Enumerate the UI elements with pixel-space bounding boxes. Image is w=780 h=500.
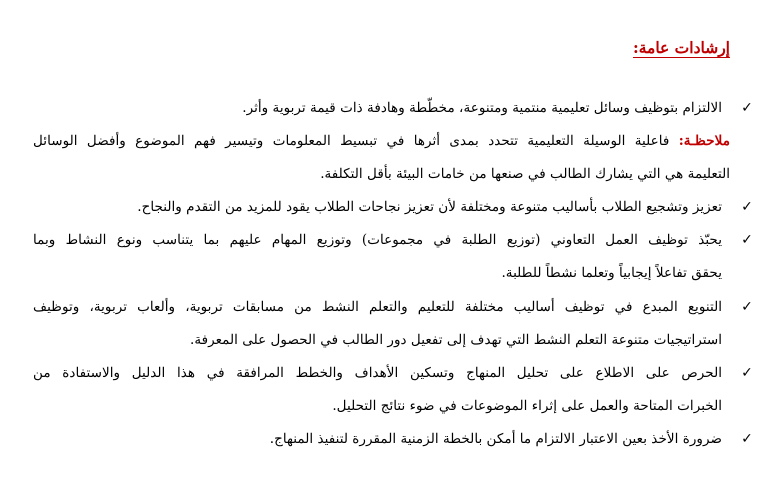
note-line-2: التعليمة هي التي يشارك الطالب في صنعها من خامات البيئة بأقل التكلفة. <box>320 166 730 182</box>
guideline-item-3-line-2: يحقق تفاعلاً إيجابياً وتعلما نشطاً للطلبة. <box>501 265 722 281</box>
guideline-item-1-line-1: الالتزام بتوظيف وسائل تعليمية منتمية ومتنوعة، مخطّطة وهادفة ذات قيمة تربوية وأثر. <box>242 100 722 116</box>
check-icon: ✓ <box>741 232 753 248</box>
check-icon: ✓ <box>741 431 753 447</box>
guideline-item-5-line-1: الحرص على الاطلاع على تحليل المنهاج وتسكين الأهداف والخطط المرافقة في هذا الدليل والاستفادة من <box>33 365 722 381</box>
section-heading: إرشادات عامة: <box>632 38 730 57</box>
guideline-item-6-line-1: ضرورة الأخذ بعين الاعتبار الالتزام ما أمكن بالخطة الزمنية المقررة لتنفيذ المنهاج. <box>269 431 722 447</box>
guideline-item-4-line-2: استراتيجيات متنوعة التعلم النشط التي تهدف إلى تفعيل دور الطالب في الحصول على المعرفة. <box>190 332 722 348</box>
check-icon: ✓ <box>741 299 753 315</box>
guideline-item-5-line-2: الخبرات المتاحة والعمل على إثراء الموضوعات في ضوء نتائج التحليل. <box>332 398 722 414</box>
guideline-item-4-line-1: التنويع المبدع في توظيف أساليب مختلفة للتعليم والتعلم النشط من مسابقات تربوية، وألعاب تربوية، وتوظيف <box>33 299 722 315</box>
check-icon: ✓ <box>741 100 753 116</box>
note-text-1: فاعلية الوسيلة التعليمية تتحدد بمدى أثرها في تبسيط المعلومات وتيسير فهم الموضوع وأفضل الوسائل <box>33 133 679 149</box>
guideline-item-3-line-1: يحبّذ توظيف العمل التعاوني (توزيع الطلبة في مجموعات) وتوزيع المهام عليهم بما يتناسب ونوع النشاط وبما <box>33 232 722 248</box>
guideline-item-2-line-1: تعزيز وتشجيع الطلاب بأساليب متنوعة ومختلفة لأن تعزيز نجاحات الطلاب يقود للمزيد من التقدم والنجاح. <box>137 199 722 215</box>
note-label: ملاحظـة: <box>678 133 730 149</box>
check-icon: ✓ <box>741 365 753 381</box>
check-icon: ✓ <box>741 199 753 215</box>
note-line-1 <box>33 127 730 155</box>
